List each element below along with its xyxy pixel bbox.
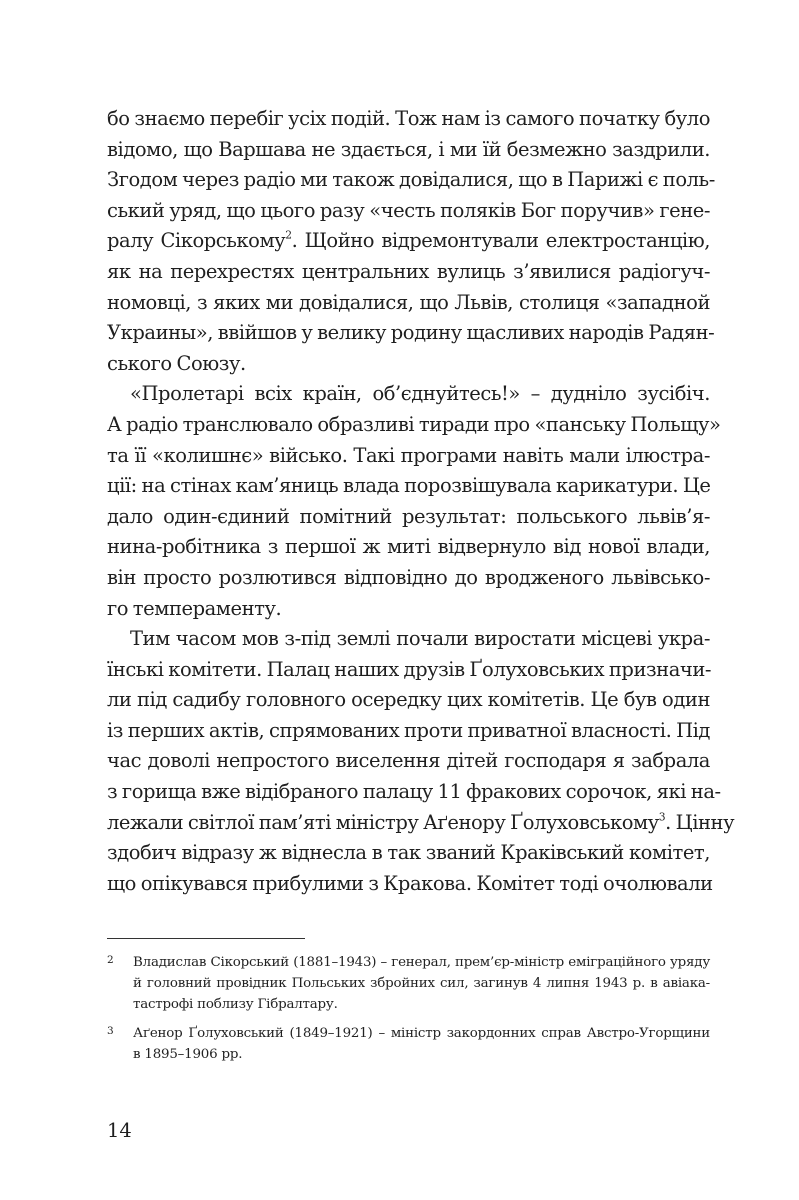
text-line: відомо, що Варшава не здається, і ми їй безмежно заздрили. bbox=[107, 137, 710, 161]
footnote-line: й головний провідник Польських збройних сил, загинув 4 липня 1943 р. в авіака- bbox=[133, 976, 710, 991]
text-line: Згодом через радіо ми також довідалися, що в Парижі є поль- bbox=[107, 168, 715, 192]
text-line: ції: на стінах кам’яниць влада порозвішувала карикатури. Це bbox=[107, 474, 711, 498]
text-fragment: Щойно відремонтували електростанцію, bbox=[304, 229, 710, 253]
text-line: ли під садибу головного осередку цих комітетів. Це був один bbox=[107, 688, 710, 712]
page-number: 14 bbox=[107, 1119, 132, 1142]
text-line: Тим часом мов з-під землі почали виростати місцеві укра- bbox=[130, 627, 710, 651]
text-line: що опікувався прибулими з Кракова. Комітет тоді очолювали bbox=[107, 871, 713, 895]
text-line: їнські комітети. Палац наших друзів Ґолуховських призначи- bbox=[107, 657, 712, 681]
footnote-line: Владислав Сікорський (1881–1943) – генерал, прем’єр-міністр еміграційного уряду bbox=[133, 955, 710, 970]
footnote-number: 3 bbox=[107, 1025, 114, 1037]
footnote-divider bbox=[107, 938, 305, 939]
text-line: лежали світлої пам’яті міністру Аґенору Ґолуховському$^3$. Цінну bbox=[107, 810, 735, 834]
text-line: бо знаємо перебіг усіх подій. Тож нам із самого початку було bbox=[107, 107, 710, 130]
footnote-number: 2 bbox=[107, 954, 114, 966]
footnote-ref-3: 3 bbox=[658, 810, 666, 824]
text-line: ралу Сікорському$^2$. Щойно відремонтували електростанцію, bbox=[107, 228, 710, 253]
text-line: із перших актів, спрямованих проти приватної власності. Під bbox=[107, 718, 710, 742]
text-line: та її «колишнє» військо. Такі програми навіть мали ілюстра- bbox=[107, 443, 710, 467]
footnote-line: Аґенор Ґолуховський (1849–1921) – міністр закордонних справ Австро-Угорщини bbox=[133, 1026, 710, 1041]
footnote-line: в 1895–1906 рр. bbox=[133, 1047, 243, 1062]
text-line: А радіо транслювало образливі тиради про «панську Польщу» bbox=[107, 412, 721, 436]
footnote-3 bbox=[107, 1023, 710, 1065]
main-text bbox=[107, 104, 735, 899]
text-line: нина-робітника з першої ж миті відвернуло від нової влади, bbox=[107, 535, 710, 559]
text-line: ський уряд, що цього разу «честь поляків Бог поручив» гене- bbox=[107, 198, 710, 222]
text-line: ського Союзу. bbox=[107, 351, 246, 375]
text-line: як на перехрестях центральних вулиць з’явилися радіогуч- bbox=[107, 259, 710, 283]
text-fragment: ралу Сікорському bbox=[107, 229, 286, 253]
text-line: Украины», ввійшов у велику родину щасливих народів Радян- bbox=[107, 321, 715, 345]
footnote-ref-2: 2 bbox=[285, 228, 292, 242]
text-line: час доволі непростого виселення дітей господаря я забрала bbox=[107, 749, 710, 773]
text-line: дало один-єдиний помітний результат: польського львів’я- bbox=[107, 504, 710, 528]
paragraph-2 bbox=[107, 379, 721, 624]
footnote-line: тастрофі поблизу Гібралтару. bbox=[133, 997, 338, 1012]
text-line: го темпераменту. bbox=[107, 596, 282, 620]
text-line: з горища вже відібраного палацу 11 фракових сорочок, які на- bbox=[107, 780, 721, 804]
text-line: здобич відразу ж віднесла в так званий Краківський комітет, bbox=[107, 841, 710, 865]
text-line: «Пролетарі всіх країн, об’єднуйтесь!» – дудніло зусібіч. bbox=[130, 382, 710, 406]
footnote-2 bbox=[107, 952, 710, 1015]
paragraph-1 bbox=[107, 104, 715, 379]
paragraph-3 bbox=[107, 624, 735, 899]
text-line: він просто розлютився відповідно до вродженого львівсько- bbox=[107, 565, 710, 589]
text-fragment: лежали світлої пам’яті міністру Аґенору Ґолуховському bbox=[107, 810, 659, 834]
text-line: номовці, з яких ми довідалися, що Львів, столиця «западной bbox=[107, 290, 710, 314]
text-fragment: Цінну bbox=[675, 810, 735, 834]
footnotes bbox=[107, 952, 710, 1065]
